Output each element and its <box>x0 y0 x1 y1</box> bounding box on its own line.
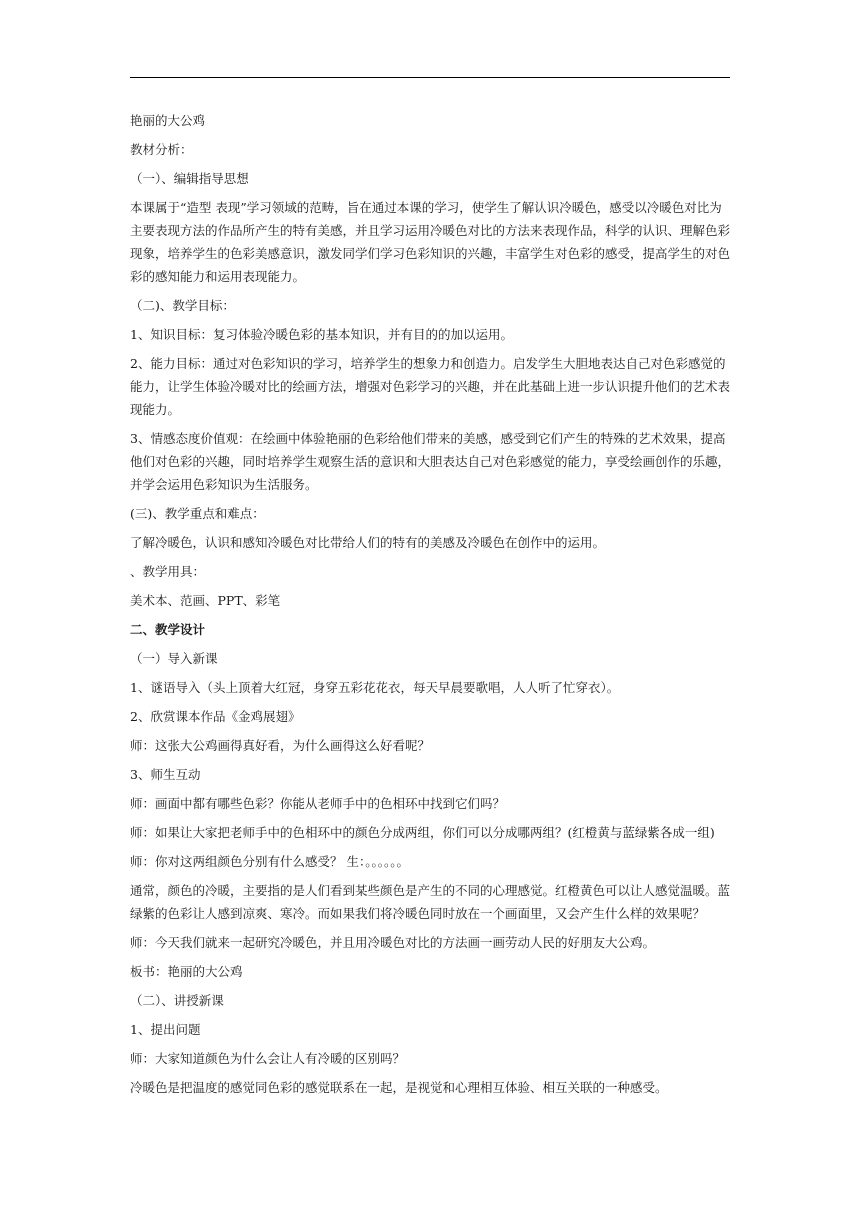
paragraph: 教材分析： <box>130 142 193 157</box>
document-title: 艳丽的大公鸡 <box>130 113 206 128</box>
paragraph: 1、谜语导入（头上顶着大红冠，身穿五彩花花衣，每天早晨要歌唱，人人听了忙穿衣）。 <box>130 680 620 695</box>
paragraph: 3、情感态度价值观：在绘画中体验艳丽的色彩给他们带来的美感，感受到它们产生的特殊的艺术效果，提高他们对色彩的兴趣，同时培养学生观察生活的意识和大胆表达自己对色彩感觉的能力，享受绘画创作的乐趣，并学会运用色彩知识为生活服务。 <box>130 431 731 492</box>
section-heading: （二)、教学目标： <box>130 298 235 313</box>
paragraph: 1、知识目标：复习体验冷暖色彩的基本知识，并有目的的加以运用。 <box>130 327 513 342</box>
paragraph: 2、欣赏课本作品《金鸡展翅》 <box>130 709 301 724</box>
paragraph: 美术本、范画、PPT、彩笔 <box>130 593 281 608</box>
section-heading: （一）、编辑指导思想 <box>130 171 249 186</box>
section-heading: 、教学用具： <box>130 564 206 579</box>
section-heading: （一）导入新课 <box>130 651 218 666</box>
paragraph: 通常，颜色的冷暖，主要指的是人们看到某些颜色是产生的不同的心理感觉。红橙黄色可以让人感觉温暖。蓝绿紫的色彩让人感到凉爽、寒冷。而如果我们将冷暖色同时放在一个画面里，又会产生什么样的效果呢？ <box>130 883 731 921</box>
paragraph: 师：大家知道颜色为什么会让人有冷暖的区别吗？ <box>130 1051 406 1066</box>
paragraph: 师：这张大公鸡画得真好看，为什么画得这么好看呢？ <box>130 738 431 753</box>
paragraph: 3、师生互动 <box>130 767 201 782</box>
paragraph: 1、提出问题 <box>130 1022 201 1037</box>
paragraph: 师：今天我们就来一起研究冷暖色，并且用冷暖色对比的方法画一画劳动人民的好朋友大公鸡。 <box>130 935 656 950</box>
paragraph: 本课属于“造型 表现”学习领域的范畴，旨在通过本课的学习，使学生了解认识冷暖色，感受以冷暖色对比为主要表现方法的作品所产生的特有美感，并且学习运用冷暖色对比的方法来表现作品，科学的认识、理解色彩现象，培养学生的色彩美感意识，激发同学们学习色彩知识的兴趣，丰富学生对色彩的感受，提高学生的对色彩的感知能力和运用表现能力。 <box>130 200 731 284</box>
paragraph: 板书：艳丽的大公鸡 <box>130 964 243 979</box>
section-heading: （二）、讲授新课 <box>130 993 224 1008</box>
document-body <box>130 109 730 1105</box>
paragraph: 2、能力目标：通过对色彩知识的学习，培养学生的想象力和创造力。启发学生大胆地表达自己对色彩感觉的能力，让学生体验冷暖对比的绘画方法，增强对色彩学习的兴趣，并在此基础上进一步认识提升他们的艺术表现能力。 <box>130 356 731 417</box>
header-rule <box>130 77 730 78</box>
paragraph: 了解冷暖色，认识和感知冷暖色对比带给人们的特有的美感及冷暖色在创作中的运用。 <box>130 535 606 550</box>
paragraph: 师：你对这两组颜色分别有什么感受？ 生：。。。。。。 <box>130 854 409 869</box>
section-heading: 二、教学设计 <box>130 622 206 637</box>
paragraph: 师：如果让大家把老师手中的色相环中的颜色分成两组，你们可以分成哪两组？(红橙黄与蓝绿紫各成一组) <box>130 825 715 840</box>
paragraph: 冷暖色是把温度的感觉同色彩的感觉联系在一起，是视觉和心理相互体验、相互关联的一种感受。 <box>130 1080 668 1095</box>
section-heading: (三)、教学重点和难点： <box>130 506 265 521</box>
paragraph: 师：画面中都有哪些色彩？你能从老师手中的色相环中找到它们吗？ <box>130 796 506 811</box>
